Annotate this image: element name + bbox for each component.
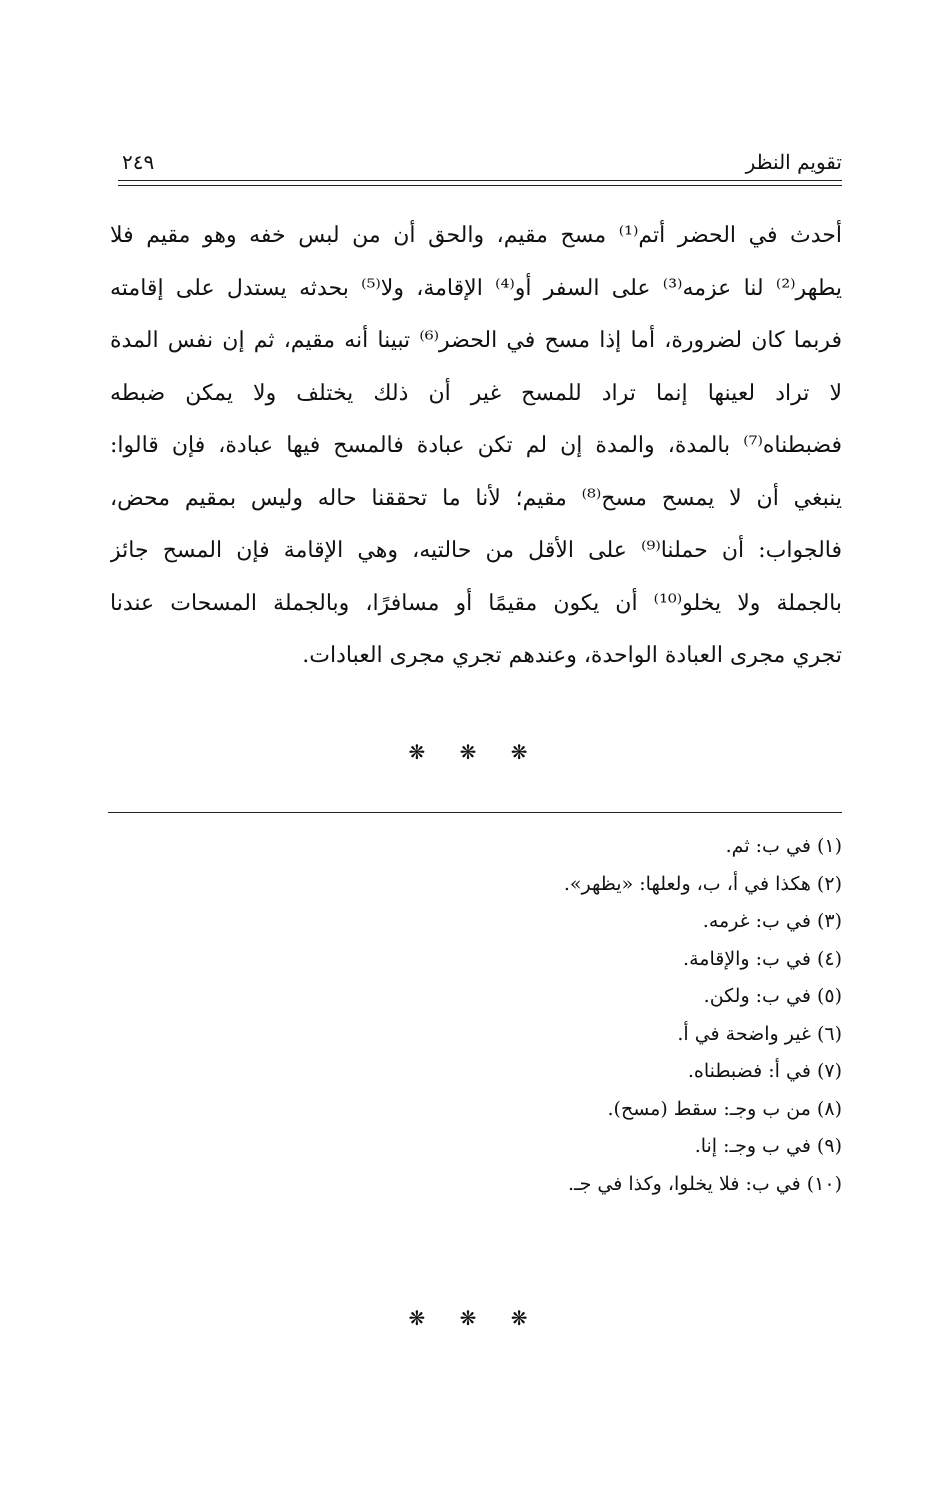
footnote-item: (١٠) في ب: فلا يخلوا، وكذا في جـ.: [568, 1172, 842, 1195]
text-line: فضبطناه⁽⁷⁾ بالمدة، والمدة إن لم تكن عبادة فالمسح فيها عبادة، فإن قالوا:: [110, 433, 842, 458]
footnote-item: (٢) هكذا في أ، ب، ولعلها: «يظهر».: [563, 872, 842, 895]
running-title: تقويم النظر: [745, 150, 842, 174]
footnote-item: (٦) غير واضحة في أ.: [677, 1022, 842, 1045]
text-line: فالجواب: أن حملنا⁽⁹⁾ على الأقل من حالتيه، وهي الإقامة فإن المسح جائز: [110, 538, 842, 563]
page-number: ٢٤٩: [122, 150, 155, 174]
text-line: تجري مجرى العبادة الواحدة، وعندهم تجري مجرى العبادات.: [302, 643, 842, 668]
text-line: بالجملة ولا يخلو⁽¹⁰⁾ أن يكون مقيمًا أو مسافرًا، وبالجملة المسحات عندنا: [110, 590, 842, 616]
section-separator-stars: ❋ ❋ ❋: [408, 740, 542, 764]
page-end-stars: ❋ ❋ ❋: [408, 1306, 542, 1330]
text-line: لا تراد لعينها إنما تراد للمسح غير أن ذلك يختلف ولا يمكن ضبطه: [110, 380, 842, 406]
text-line: يطهر⁽²⁾ لنا عزمه⁽³⁾ على السفر أو⁽⁴⁾ الإقامة، ولا⁽⁵⁾ بحدثه يستدل على إقامته: [110, 275, 842, 301]
text-line: فربما كان لضرورة، أما إذا مسح في الحضر⁽⁶⁾ تبينا أنه مقيم، ثم إن نفس المدة: [110, 328, 842, 353]
text-line: ينبغي أن لا يمسح مسح⁽⁸⁾ مقيم؛ لأنا ما تحققنا حاله وليس بمقيم محض،: [110, 485, 842, 511]
main-text: [110, 210, 842, 683]
footnote-item: (٧) في أ: فضبطناه.: [687, 1060, 842, 1082]
footnote-item: (٥) في ب: ولكن.: [703, 985, 842, 1007]
header-rule-bottom: [118, 185, 842, 186]
footnote-rule: [108, 812, 842, 813]
footnotes-list: [102, 828, 842, 1203]
footnote-item: (٨) من ب وجـ: سقط (مسح).: [607, 1097, 842, 1120]
footnote-item: (٣) في ب: غرمه.: [702, 910, 842, 932]
header-rule-top: [118, 180, 842, 181]
footnote-item: (٤) في ب: والإقامة.: [683, 947, 842, 970]
footnote-item: (١) في ب: ثم.: [725, 835, 842, 857]
footnote-item: (٩) في ب وجـ: إنا.: [694, 1135, 842, 1157]
text-line: أحدث في الحضر أتم⁽¹⁾ مسح مقيم، والحق أن من لبس خفه وهو مقيم فلا: [110, 223, 842, 248]
running-header: [118, 150, 842, 184]
